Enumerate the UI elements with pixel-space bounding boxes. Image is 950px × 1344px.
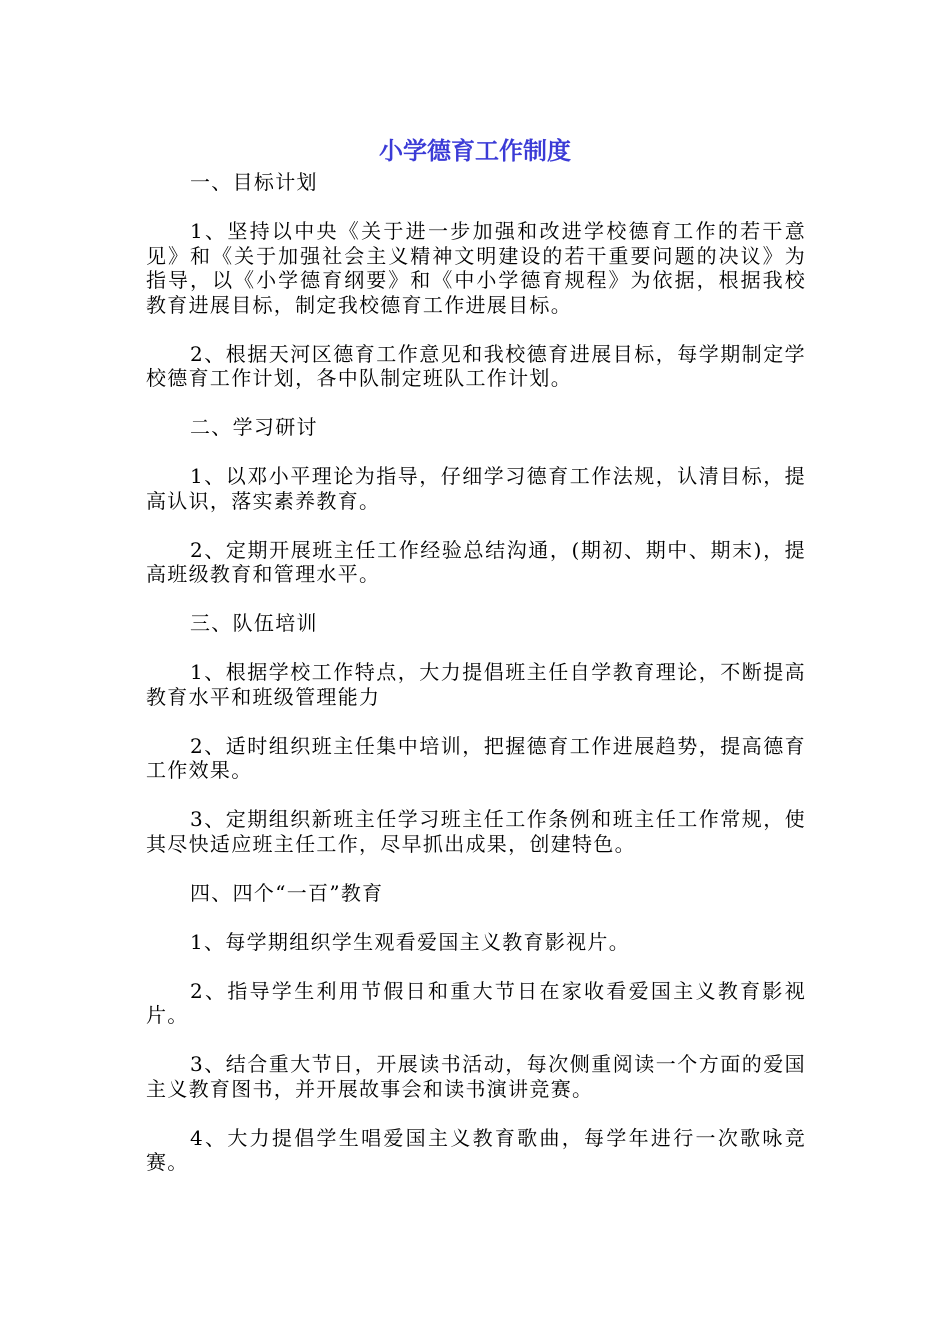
document-title: 小学德育工作制度 — [379, 137, 571, 165]
paragraph-training-3: 3、定期组织新班主任学习班主任工作条例和班主任工作常规，使其尽快适应班主任工作，尽早抓出成果，创建特色。 — [146, 807, 806, 856]
document-body — [146, 170, 806, 1199]
section-heading-training: 三、队伍培训 — [190, 611, 318, 635]
section-heading-study: 二、学习研讨 — [190, 415, 318, 439]
paragraph-goals-2: 2、根据天河区德育工作意见和我校德育进展目标，每学期制定学校德育工作计划，各中队制定班队工作计划。 — [146, 341, 806, 390]
paragraph-study-1: 1、以邓小平理论为指导，仔细学习德育工作法规，认清目标，提高认识，落实素养教育。 — [146, 464, 806, 513]
paragraph-education-3: 3、结合重大节日，开展读书活动，每次侧重阅读一个方面的爱国主义教育图书，并开展故事会和读书演讲竞赛。 — [146, 1052, 806, 1101]
paragraph-education-4: 4、大力提倡学生唱爱国主义教育歌曲，每学年进行一次歌咏竞赛。 — [146, 1125, 806, 1174]
paragraph-training-1: 1、根据学校工作特点，大力提倡班主任自学教育理论，不断提高教育水平和班级管理能力 — [146, 660, 806, 709]
paragraph-goals-1: 1、坚持以中央《关于进一步加强和改进学校德育工作的若干意见》和《关于加强社会主义精神文明建设的若干重要问题的决议》为指导，以《小学德育纲要》和《中小学德育规程》为依据，根据我校教育进展目标，制定我校德育工作进展目标。 — [146, 219, 806, 317]
section-heading-goals: 一、目标计划 — [190, 170, 318, 194]
paragraph-training-2: 2、适时组织班主任集中培训，把握德育工作进展趋势，提高德育工作效果。 — [146, 733, 806, 782]
paragraph-education-2: 2、指导学生利用节假日和重大节日在家收看爱国主义教育影视片。 — [146, 978, 806, 1027]
section-heading-education: 四、四个“一百”教育 — [190, 880, 384, 905]
paragraph-education-1: 1、每学期组织学生观看爱国主义教育影视片。 — [190, 929, 631, 954]
paragraph-study-2: 2、定期开展班主任工作经验总结沟通，(期初、期中、期末)，提高班级教育和管理水平。 — [146, 537, 806, 586]
